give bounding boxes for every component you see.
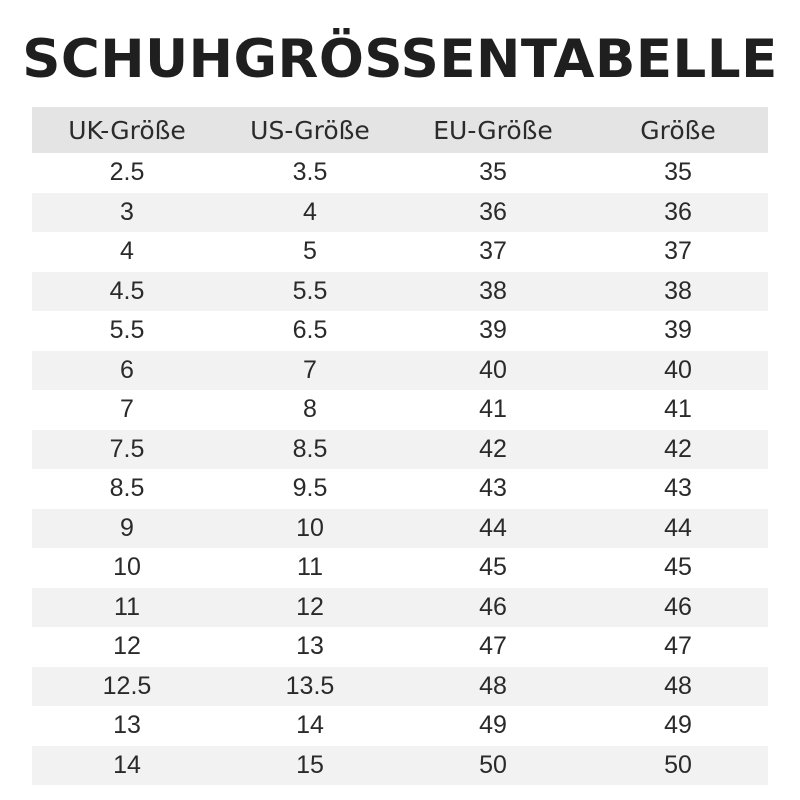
cell-us-size: 13.5 (285, 671, 335, 700)
cell-uk-size: 3 (120, 197, 134, 226)
cell-size: 49 (664, 711, 692, 740)
cell-us-size: 13 (296, 632, 324, 661)
cell-eu-size: 50 (479, 750, 507, 779)
cell-us-size: 8 (303, 395, 317, 424)
cell-us-size: 10 (296, 513, 324, 542)
cell-us-size: 6.5 (292, 316, 328, 345)
cell-uk-size: 9 (120, 513, 134, 542)
table-row (32, 430, 768, 470)
cell-eu-size: 42 (479, 434, 507, 463)
cell-size: 36 (664, 197, 692, 226)
cell-size: 35 (664, 158, 692, 187)
cell-us-size: 4 (303, 197, 317, 226)
table-row (32, 193, 768, 233)
table-row (32, 627, 768, 667)
cell-size: 42 (664, 434, 692, 463)
cell-uk-size: 14 (113, 750, 141, 779)
table-row (32, 390, 768, 430)
cell-uk-size: 7 (120, 395, 134, 424)
table-row (32, 311, 768, 351)
cell-us-size: 9.5 (292, 474, 328, 503)
cell-uk-size: 2.5 (109, 158, 145, 187)
cell-eu-size: 43 (479, 474, 507, 503)
cell-us-size: 8.5 (292, 434, 328, 463)
cell-us-size: 3.5 (292, 158, 328, 187)
table-row (32, 706, 768, 746)
table-header-row (32, 107, 768, 153)
page-title: SCHUHGRÖSSENTABELLE (22, 29, 778, 90)
cell-size: 44 (664, 513, 692, 542)
cell-us-size: 5.5 (292, 276, 328, 305)
header-eu-size: EU-Größe (433, 115, 553, 145)
cell-eu-size: 48 (479, 671, 507, 700)
table-row (32, 667, 768, 707)
size-table (32, 107, 768, 785)
cell-uk-size: 4 (120, 237, 134, 266)
cell-size: 40 (664, 355, 692, 384)
cell-size: 43 (664, 474, 692, 503)
cell-eu-size: 46 (479, 592, 507, 621)
cell-size: 45 (664, 553, 692, 582)
cell-size: 41 (664, 395, 692, 424)
table-row (32, 232, 768, 272)
cell-size: 39 (664, 316, 692, 345)
cell-uk-size: 7.5 (109, 434, 145, 463)
cell-eu-size: 38 (479, 276, 507, 305)
cell-eu-size: 35 (479, 158, 507, 187)
cell-eu-size: 37 (479, 237, 507, 266)
cell-eu-size: 47 (479, 632, 507, 661)
cell-us-size: 5 (303, 237, 317, 266)
cell-eu-size: 40 (479, 355, 507, 384)
cell-us-size: 15 (296, 750, 324, 779)
cell-eu-size: 41 (479, 395, 507, 424)
table-row (32, 548, 768, 588)
header-us-size: US-Größe (250, 115, 370, 145)
cell-eu-size: 49 (479, 711, 507, 740)
cell-uk-size: 13 (113, 711, 141, 740)
header-size: Größe (640, 115, 716, 145)
cell-uk-size: 12.5 (102, 671, 152, 700)
cell-size: 47 (664, 632, 692, 661)
cell-size: 48 (664, 671, 692, 700)
table-row (32, 153, 768, 193)
cell-size: 37 (664, 237, 692, 266)
cell-uk-size: 4.5 (109, 276, 145, 305)
cell-us-size: 11 (297, 553, 323, 582)
cell-us-size: 12 (296, 592, 324, 621)
table-body (32, 153, 768, 785)
cell-eu-size: 45 (479, 553, 507, 582)
cell-size: 38 (664, 276, 692, 305)
table-row (32, 351, 768, 391)
header-uk-size: UK-Größe (68, 115, 186, 145)
cell-size: 46 (664, 592, 692, 621)
table-row (32, 746, 768, 786)
cell-uk-size: 10 (113, 553, 141, 582)
cell-eu-size: 44 (479, 513, 507, 542)
cell-us-size: 7 (303, 355, 317, 384)
table-row (32, 272, 768, 312)
cell-size: 50 (664, 750, 692, 779)
table-row (32, 509, 768, 549)
cell-eu-size: 39 (479, 316, 507, 345)
cell-uk-size: 8.5 (109, 474, 145, 503)
cell-uk-size: 12 (113, 632, 141, 661)
cell-uk-size: 6 (120, 355, 134, 384)
cell-uk-size: 5.5 (109, 316, 145, 345)
cell-uk-size: 11 (114, 592, 140, 621)
cell-eu-size: 36 (479, 197, 507, 226)
table-row (32, 588, 768, 628)
table-row (32, 469, 768, 509)
cell-us-size: 14 (296, 711, 324, 740)
